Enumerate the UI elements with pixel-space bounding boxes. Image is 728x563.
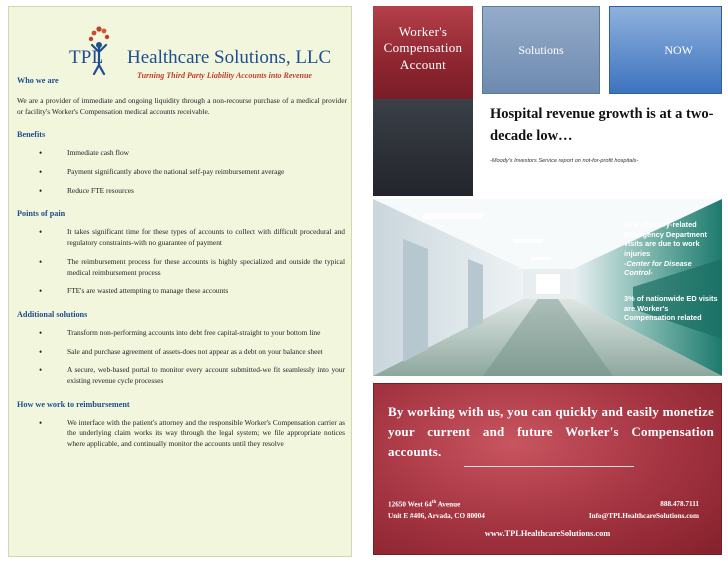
list-item: • Immediate cash flow [17,148,347,159]
address-line-2: Unit E #406, Arvada, CO 80004 [388,511,485,520]
injury-stat-source: -Center for Disease Control- [624,258,692,278]
company-logo [69,25,349,81]
contact-block [589,499,699,522]
how-we-work-heading: How we work to reimbursement [17,399,130,409]
who-we-are-text: We are a provider of immediate and ongoing liquidity through a non-recourse purchase of a medical provider or facility's Worker's Compensation medical accounts receivable. [17,95,347,116]
left-content [17,75,347,458]
tile-line: Compensation [383,40,463,56]
points-of-pain-heading: Points of pain [17,209,66,219]
divider [464,466,634,467]
injury-stat [624,220,720,278]
list-item: • Payment significantly above the national self-pay reimbursement average [17,167,347,178]
website-link[interactable]: www.TPLHealthcareSolutions.com [484,529,611,538]
address-ordinal: th [431,500,437,505]
phone-number[interactable]: 888.478.7111 [660,500,699,508]
benefits-heading: Benefits [17,130,46,140]
address-street-suffix: Avenue [436,500,461,509]
list-item: • Reduce FTE resources [17,186,347,197]
injury-stat-text: 20% of injury-related Emergency Department visits are due to work injuries [624,220,707,258]
list-item: • The reimbursement process for these accounts is highly specialized and outside the typical medical reimbursement process [17,257,347,278]
left-info-panel [8,6,352,557]
hospital-headline: Hospital revenue growth is at a two-decade low… [490,106,714,144]
tile-line: Account [399,56,447,72]
logo-tpl-text: TPL [69,47,104,68]
solutions-label: Solutions [518,43,564,57]
solutions-tile [482,6,600,94]
ed-visits-stat-text: 3% of nationwide ED visits are Worker's Compensation related [624,294,718,323]
list-item: • It takes significant time for these types of accounts to collect with difficult procedural and regulatory constraints-with no guarantee of payment [17,227,347,248]
cta-statement: By working with us, you can quickly and easily monetize your current and future Worker's Compensation accounts. [388,404,714,459]
workers-compensation-tile [373,6,473,99]
hospital-source: -Moody's Investors Service report on not-for-profit hospitals- [490,157,639,164]
pain-list [17,227,347,297]
list-item: • Transform non-performing accounts into debt free capital-straight to your bottom line [17,328,347,339]
additional-list [17,328,347,387]
list-item: • We interface with the patient's attorney and the responsible Worker's Compensation carrier as the underlying claim works its way through the legal system; we file appropriate notices where applicable, and continually monitor the accounts until they resolve [17,418,347,450]
logo-company-name: Healthcare Solutions, LLC [127,47,332,68]
tile-line: Worker's [398,24,448,39]
now-tile [609,6,722,94]
address-street-number: 12650 West 64 [388,500,432,509]
contact-panel [373,383,722,555]
address-line-1 [388,499,485,511]
address-block [388,499,485,522]
how-list [17,418,347,450]
now-label: NOW [664,43,693,57]
additional-solutions-heading: Additional solutions [17,310,88,320]
email-link[interactable]: Info@TPLHealthcareSolutions.com [588,511,699,520]
logo-tagline: Turning Third Party Liability Accounts into Revenue [137,71,312,80]
list-item: • FTE's are wasted attempting to manage these accounts [17,286,347,297]
hospital-revenue-callout [490,104,720,164]
list-item: • Sale and purchase agreement of assets-does not appear as a debt on your balance sheet [17,347,347,358]
benefits-list [17,148,347,196]
ed-visits-stat [624,294,720,323]
dark-decor-tile [373,99,473,196]
list-item: • A secure, web-based portal to monitor every account submitted-we fit seamlessly into your existing revenue cycle processes [17,365,347,386]
who-we-are-heading: Who we are [17,76,59,85]
